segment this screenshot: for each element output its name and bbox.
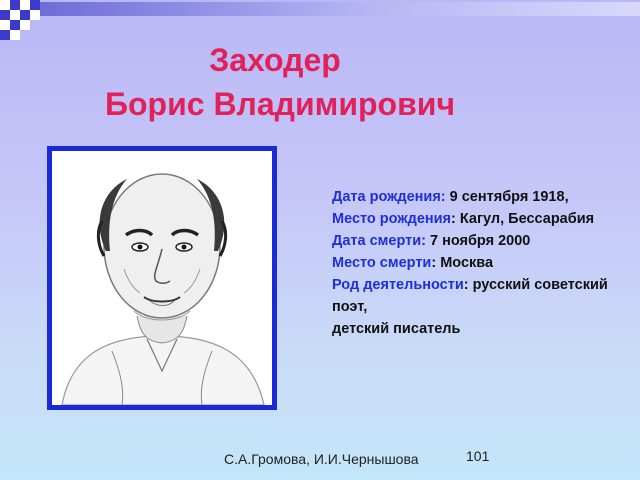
page-title-name: Борис Владимирович <box>104 86 456 122</box>
birth-date-value: 9 сентября 1918, <box>445 189 569 205</box>
portrait-frame <box>47 146 277 410</box>
biography-info <box>332 186 612 340</box>
occupation-value-continued: детский писатель <box>332 321 461 337</box>
death-place-value: : Москва <box>431 255 494 271</box>
top-gradient-band <box>40 2 640 16</box>
footer-author: С.А.Громова, И.И.Чернышова <box>224 451 419 467</box>
birth-place-label: Место рождения <box>332 211 452 227</box>
page-title-surname: Заходер <box>209 42 341 78</box>
occupation-value: : русский советский поэт, <box>332 277 608 315</box>
death-date-label: Дата смерти: <box>332 233 426 249</box>
death-date-value: 7 ноября 2000 <box>425 233 531 249</box>
top-decoration-bar <box>0 0 640 22</box>
death-place-row <box>332 252 612 274</box>
occupation-row <box>332 274 612 318</box>
portrait-drawing-icon <box>52 151 272 405</box>
page-number: 101 <box>466 448 490 464</box>
birth-date-label: Дата рождения: <box>332 189 446 205</box>
birth-date-row <box>332 186 612 208</box>
death-place-label: Место смерти <box>332 255 432 271</box>
occupation-row-2 <box>332 318 612 340</box>
occupation-label: Род деятельности <box>332 277 464 293</box>
birth-place-value: : Кагул, Бессарабия <box>451 211 595 227</box>
birth-place-row <box>332 208 612 230</box>
death-date-row <box>332 230 612 252</box>
checker-decoration <box>0 0 48 40</box>
